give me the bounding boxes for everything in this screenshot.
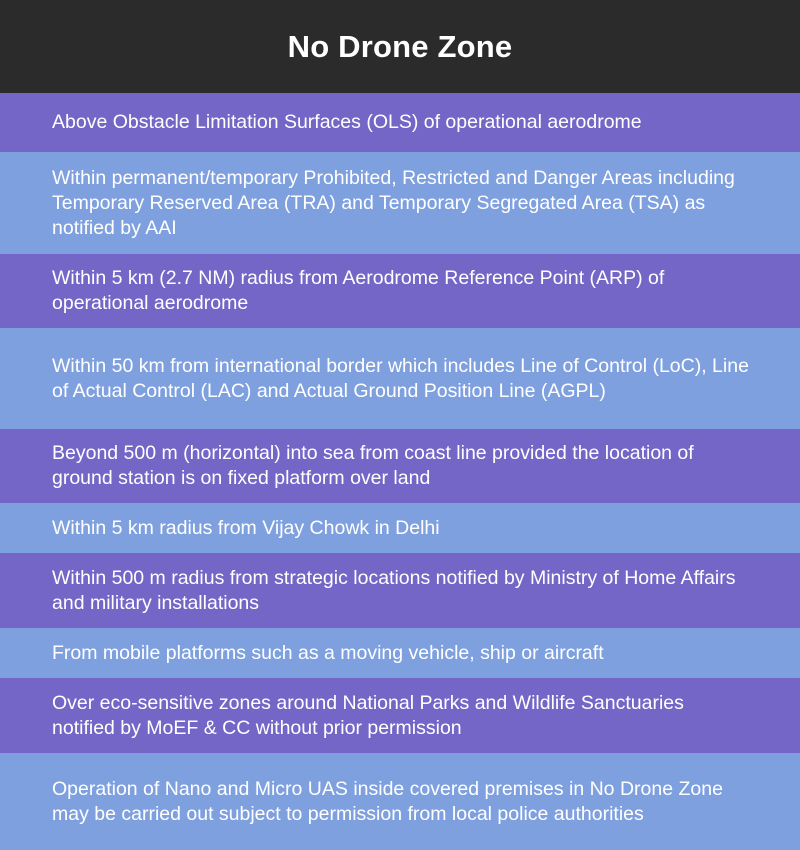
row-text: Over eco-sensitive zones around National Parks and Wildlife Sanctuaries notified by MoEF & CC without prior permission (52, 691, 684, 739)
table-row (0, 328, 800, 429)
table-row (0, 93, 800, 152)
table-row (0, 753, 800, 850)
table-row (0, 254, 800, 328)
table-row (0, 678, 800, 753)
restriction-list (0, 93, 800, 850)
row-text: Within 500 m radius from strategic locations notified by Ministry of Home Affairs and military installations (52, 566, 736, 614)
row-text: Above Obstacle Limitation Surfaces (OLS) of operational aerodrome (52, 111, 642, 133)
row-text: Within 5 km radius from Vijay Chowk in Delhi (52, 516, 440, 539)
table-row (0, 553, 800, 628)
row-text: Within 5 km (2.7 NM) radius from Aerodrome Reference Point (ARP) of operational aerodrome (52, 267, 665, 314)
table-row (0, 628, 800, 678)
table-row (0, 503, 800, 553)
table-row (0, 152, 800, 254)
row-text: Operation of Nano and Micro UAS inside covered premises in No Drone Zone may be carried out subject to permission from local police authorities (52, 777, 723, 825)
row-text: From mobile platforms such as a moving vehicle, ship or aircraft (52, 641, 604, 664)
row-text: Beyond 500 m (horizontal) into sea from coast line provided the location of ground station is on fixed platform over land (52, 442, 694, 489)
row-text: Within permanent/temporary Prohibited, Restricted and Danger Areas including Temporary Reserved Area (TRA) and Temporary Segregated Area (TSA) as notified by AAI (52, 166, 735, 239)
table-row (0, 429, 800, 503)
row-text: Within 50 km from international border which includes Line of Control (LoC), Line of Actual Control (LAC) and Actual Ground Position Line (AGPL) (52, 354, 749, 402)
table-title: No Drone Zone (0, 0, 800, 93)
